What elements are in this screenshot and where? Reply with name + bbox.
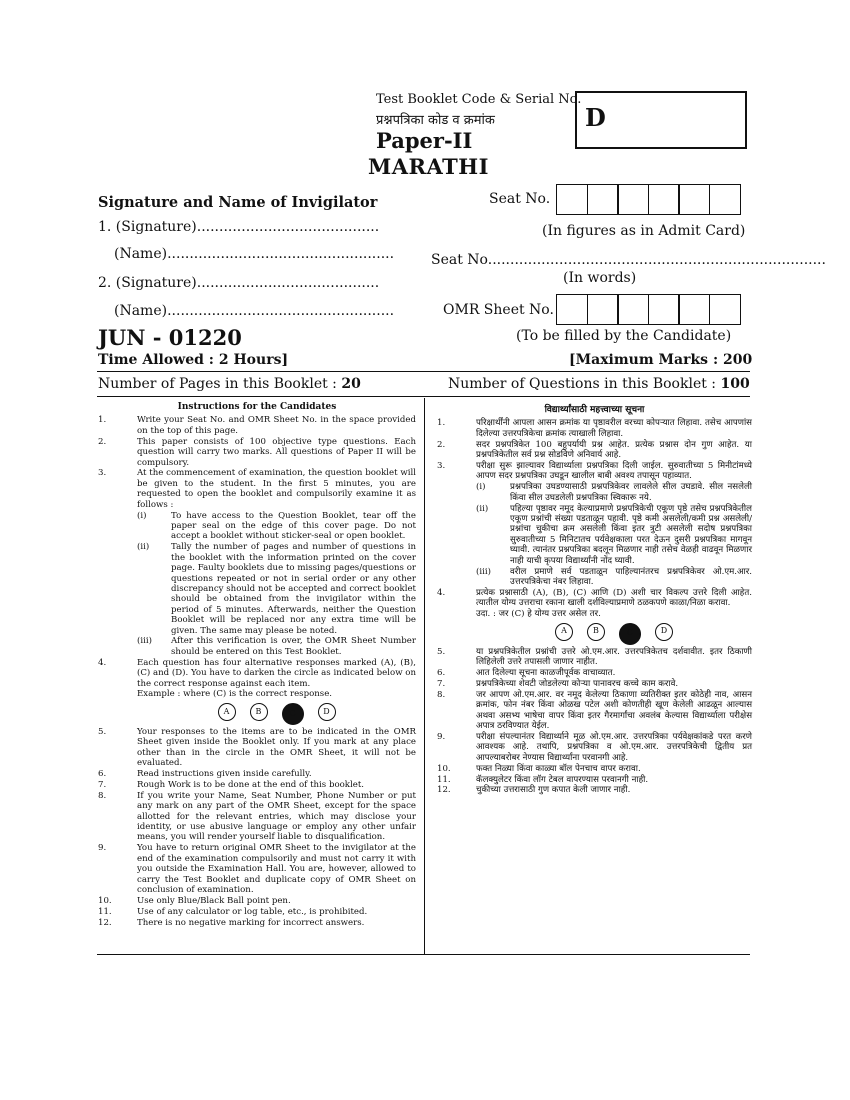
instruction-item (437, 609, 752, 619)
fill-note: (To be filled by the Candidate) (516, 328, 732, 344)
instruction-text: चुकीच्या उत्तरासाठी गुण कपात केली जाणार नाही. (476, 785, 631, 796)
instruction-text: Tally the number of pages and number of questions in the booklet with the information printed on the cover page. Faulty booklets due to missing pages/questions or questions repeated or not in serial order or any other discrepancy should not be accepted and correct booklet should be obtained from the invigilator within the period of 5 minutes. Afterwards, neither the Question Booklet will be replaced nor any extra time will be given. The same may please be noted. (171, 542, 416, 636)
instruction-item (437, 440, 752, 461)
omr-sheet-label: OMR Sheet No. (443, 302, 554, 318)
instruction-text: If you write your Name, Seat Number, Phone Number or put any mark on any part of the OMR Sheet, except for the space allotted for the relevant entries, which may disclose your identity, or use abusive language or employ any other unfair means, you will render yourself liable to disqualification. (137, 790, 416, 843)
instruction-item (98, 896, 416, 906)
bubble-a: A (555, 623, 573, 641)
instruction-item (98, 658, 416, 689)
instruction-item (98, 689, 416, 699)
time-allowed: Time Allowed : 2 Hours] (98, 352, 289, 368)
instruction-text: Each question has four alternative responses marked (A), (B), (C) and (D). You have to darken the circle as indicated below on the correct response against each item. (137, 657, 416, 689)
instruction-text: Example : where (C) is the correct response. (137, 689, 333, 700)
instruction-number: (i) (476, 482, 486, 493)
instruction-item (437, 567, 752, 588)
instruction-item (437, 504, 752, 566)
paper-title: Paper-II (376, 128, 473, 153)
invigilator-name-1[interactable]: (Name)................................................... (114, 246, 395, 262)
column-divider (424, 398, 425, 954)
instruction-text: या प्रश्नपत्रिकेतील प्रश्नांची उत्तरे ओ.एम.आर. उत्तरपत्रिकेतच दर्शवावीत. इतर ठिकाणी लिहिलेली उत्तरे तपासली जाणार नाहीत. (476, 646, 752, 668)
seat-words-field[interactable]: Seat No............................................................................ (431, 252, 826, 268)
instruction-number: 11. (98, 906, 112, 917)
instruction-item (98, 468, 416, 510)
bubble-d: D (318, 703, 336, 721)
seat-no-label: Seat No. (489, 191, 551, 207)
instruction-text: प्रश्नपत्रिका उघडण्यासाठी प्रश्नपत्रिकेवर लावलेले सील उघडावे. सील नसलेली किंवा सील उघडलेली प्रश्नपत्रिका स्विकारू नये. (510, 482, 752, 503)
instruction-number: 7. (98, 779, 107, 790)
instruction-item (98, 843, 416, 895)
instruction-text: परीक्षा सुरू झाल्यावर विद्यार्थ्याला प्रश्नपत्रिका दिली जाईल. सुरुवातीच्या 5 मिनीटांमध्ये आपण सदर प्रश्नपत्रिका उघडून खालील बाबी अवश्य तपासून पहाव्यात. (476, 461, 752, 482)
instructions-en-title: Instructions for the Candidates (177, 402, 337, 412)
instruction-item (98, 907, 416, 917)
bubble-c: C (282, 703, 304, 725)
seat-no-boxes[interactable] (556, 184, 739, 215)
instruction-number: 2. (98, 436, 107, 447)
instruction-item (437, 690, 752, 732)
instruction-number: 1. (98, 415, 107, 426)
instruction-text: At the commencement of examination, the question booklet will be given to the student. In the first 5 minutes, you are requested to open the booklet and compulsorily examine it as follows : (137, 468, 416, 510)
instruction-number: (iii) (476, 566, 491, 577)
instruction-text: उदा. : जर (C) हे योग्य उत्तर असेल तर. (476, 609, 601, 620)
instruction-number: 9. (437, 731, 446, 742)
top-rule (97, 371, 750, 372)
instruction-number: 9. (98, 843, 107, 854)
exam-code: JUN - 01220 (98, 325, 242, 350)
invigilator-signature-1[interactable]: 1. (Signature)......................................... (98, 219, 380, 235)
bottom-header-rule (97, 396, 750, 397)
instruction-text: परीक्षा संपल्यानंतर विद्यार्थ्याने मूळ ओ.एम.आर. उत्तरपत्रिका पर्यवेक्षकांकडे परत करणे आवश्यक आहे. तथापि, प्रश्नपत्रिका व ओ.एम.आर. उत्तरपत्रिकेची द्वितीय प्रत आपल्याबरोबर नेण्यास विद्यार्थ्यांना परवानगी आहे. (476, 731, 752, 763)
instruction-text: To have access to the Question Booklet, tear off the paper seal on the edge of this cover page. Do not accept a booklet without sticker-seal or open booklet. (171, 510, 416, 542)
instruction-number: 3. (98, 468, 107, 479)
instruction-item (98, 769, 416, 779)
instruction-text: After this verification is over, the OMR Sheet Number should be entered on this Test Booklet. (171, 636, 416, 657)
instruction-item (98, 542, 416, 636)
instruction-item (98, 415, 416, 436)
booklet-code-box (575, 91, 747, 149)
instruction-text: Write your Seat No. and OMR Sheet No. in the space provided on the top of this page. (137, 415, 416, 436)
instruction-number: (iii) (137, 636, 152, 647)
instruction-item (437, 785, 752, 795)
omr-sheet-boxes[interactable] (556, 294, 739, 325)
instruction-number: (ii) (476, 503, 489, 514)
instruction-text: जर आपण ओ.एम.आर. वर नमूद केलेल्या ठिकाणा व्यतिरीक्त इतर कोठेही नाव, आसन क्रमांक, फोन नंबर किंवा ओळख पटेल अशी कोणतीही खूण केलेली आढळून आल्यास अथवा असभ्य भाषेचा वापर किंवा इतर गैरमार्गांचा अवलंब केल्यास विद्यार्थ्याला परीक्षेस अपात्र ठरविण्यात येईल. (476, 689, 752, 731)
instruction-number: 5. (98, 726, 107, 737)
bubble-b: B (250, 703, 268, 721)
instructions-en (98, 400, 416, 929)
maximum-marks: [Maximum Marks : 200 (569, 352, 753, 368)
instruction-text: प्रश्नपत्रिकेच्या शेवटी जोडलेल्या कोऱ्या पानावरच कच्चे काम करावे. (476, 678, 679, 689)
instructions-bottom-rule (97, 954, 750, 955)
instruction-number: 4. (437, 587, 446, 598)
instruction-text: Use only Blue/Black Ball point pen. (137, 895, 291, 906)
invigilator-signature-2[interactable]: 2. (Signature)......................................... (98, 275, 380, 291)
instruction-text: सदर प्रश्नपत्रिकेत 100 बहुपर्यायी प्रश्न आहेत. प्रत्येक प्रश्नास दोन गुण आहेत. या प्रश्नपत्रिकेतील सर्व प्रश्न सोडविणे अनिवार्य आहे. (476, 439, 752, 461)
bubble-b: B (587, 623, 605, 641)
example-bubbles (137, 703, 416, 725)
instruction-text: Rough Work is to be done at the end of this booklet. (137, 779, 365, 790)
instruction-item (437, 647, 752, 668)
instruction-text: कॅलक्युलेटर किंवा लॉग टेबल वापरण्यास परवानगी नाही. (476, 774, 649, 785)
instruction-item (437, 482, 752, 503)
bubble-a: A (218, 703, 236, 721)
subject-title: MARATHI (368, 154, 489, 179)
instruction-item (98, 437, 416, 468)
instruction-text: This paper consists of 100 objective type questions. Each question will carry two marks. All questions of Paper II will be compulsory. (137, 436, 416, 468)
instruction-text: फक्त निळ्या किंवा काळ्या बॉल पेनचाच वापर करावा. (476, 763, 641, 774)
instruction-text: वरील प्रमाणे सर्व पडताळून पाहिल्यानंतरच प्रश्नपत्रिकेवर ओ.एम.आर. उत्तरपत्रिकेचा नंबर लिहावा. (510, 566, 752, 587)
instruction-item (437, 461, 752, 482)
booklet-code-label-mr: प्रश्नपत्रिका कोड व क्रमांक (376, 113, 495, 128)
instruction-item (98, 791, 416, 843)
instruction-item (98, 780, 416, 790)
booklet-code: D (585, 103, 606, 132)
questions-info: Number of Questions in this Booklet : 100 (448, 376, 750, 392)
booklet-code-label-en: Test Booklet Code & Serial No. (376, 92, 582, 107)
instruction-number: 6. (98, 769, 107, 779)
instruction-item (437, 588, 752, 609)
instructions-mr (437, 405, 752, 796)
instruction-number: 10. (437, 763, 451, 774)
instruction-item (437, 732, 752, 763)
instruction-number: (ii) (137, 542, 150, 553)
instruction-number: 4. (98, 657, 107, 668)
instruction-number: 8. (437, 689, 446, 700)
instruction-item (98, 918, 416, 928)
instruction-item (437, 679, 752, 689)
instruction-number: 1. (437, 418, 446, 429)
instruction-number: 7. (437, 678, 446, 689)
instruction-number: 10. (98, 895, 112, 906)
instruction-number: 12. (437, 785, 451, 796)
in-words-note: (In words) (563, 270, 637, 286)
bubble-c: C (619, 623, 641, 645)
instruction-text: आत दिलेल्या सूचना काळजीपूर्वक वाचाव्यात. (476, 667, 616, 678)
bubble-d: D (655, 623, 673, 641)
instruction-text: प्रत्येक प्रश्नासाठी (A), (B), (C) आणि (D) अशी चार विकल्प उत्तरे दिली आहेत. त्यातील योग्य उत्तराचा रकाना खाली दर्शविल्याप्रमाणे ठळकपणे काळा/निळा करावा. (476, 587, 752, 609)
instruction-number: 5. (437, 646, 446, 657)
instruction-text: Your responses to the items are to be indicated in the OMR Sheet given inside the Booklet only. If you mark at any place other than in the circle in the OMR Sheet, it will not be evaluated. (137, 726, 416, 769)
instruction-text: Read instructions given inside carefully. (137, 769, 312, 779)
pages-info: Number of Pages in this Booklet : 20 (98, 376, 361, 392)
instruction-text: परिक्षार्थींनी आपला आसन क्रमांक या पृष्ठावरील वरच्या कोपऱ्यात लिहावा. तसेच आपणांस दिलेल्या उत्तरपत्रिकेचा क्रमांक त्याखाली लिहावा. (476, 418, 752, 439)
instruction-number: 3. (437, 461, 446, 472)
instruction-item (98, 511, 416, 542)
instruction-text: You have to return original OMR Sheet to the invigilator at the end of the examination compulsorily and must not carry it with you outside the Examination Hall. You are, however, allowed to carry the Test Booklet and duplicate copy of OMR Sheet on conclusion of examination. (137, 843, 416, 895)
instruction-number: 12. (98, 917, 112, 928)
instruction-number: 11. (437, 774, 451, 785)
instruction-text: पहिल्या पृष्ठावर नमूद केल्याप्रमाणे प्रश्नपत्रिकेची एकूण पृष्ठे तसेच प्रश्नपत्रिकेतील एकूण प्रश्नांची संख्या पडताळून पहावी. पृष्ठे कमी असलेली/कमी प्रश्न असलेली/प्रश्नांचा चुकीचा क्रम असलेली किंवा इतर त्रुटी असलेली सदोष प्रश्नपत्रिका सुरुवातीच्या 5 मिनिटातच पर्यवेक्षकाला परत देऊन दुसरी प्रश्नपत्रिका मागवून घ्यावी. त्यानंतर प्रश्नपत्रिका बदलून मिळणार नाही तसेच वेळही वाढवून मिळणार नाही याची कृपया विद्यार्थ्यांनी नोंद घ्यावी. (510, 503, 752, 566)
instruction-item (437, 418, 752, 439)
invigilator-title: Signature and Name of Invigilator (98, 194, 378, 211)
instruction-number: (i) (137, 510, 147, 521)
instruction-item (437, 764, 752, 774)
instruction-number: 8. (98, 790, 107, 801)
instruction-item (98, 636, 416, 657)
example-bubbles (476, 623, 752, 645)
instruction-item (437, 775, 752, 785)
invigilator-name-2[interactable]: (Name)................................................... (114, 303, 395, 319)
instructions-mr-title: विद्यार्थ्यांसाठी महत्त्वाच्या सूचना (544, 405, 645, 415)
seat-figures-note: (In figures as in Admit Card) (542, 223, 746, 239)
instruction-item (98, 727, 416, 769)
instruction-item (437, 668, 752, 678)
instruction-number: 2. (437, 439, 446, 450)
instruction-number: 6. (437, 667, 446, 678)
instruction-text: There is no negative marking for incorrect answers. (137, 917, 365, 928)
instruction-text: Use of any calculator or log table, etc., is prohibited. (137, 906, 368, 917)
